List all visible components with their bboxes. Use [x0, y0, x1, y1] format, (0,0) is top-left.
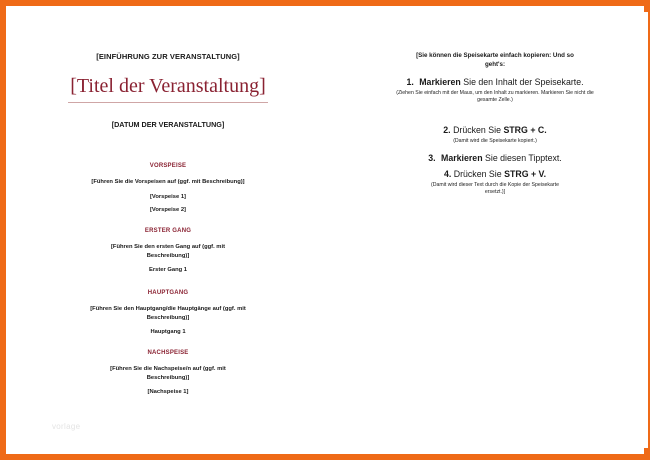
step-note[interactable]: (Damit wird die Speisekarte kopiert.) — [453, 137, 537, 144]
menu-page-left — [12, 12, 324, 448]
course-section-nachspeise — [12, 350, 324, 395]
event-title[interactable]: [Titel der Veranstaltung] — [68, 74, 268, 103]
step-heading[interactable] — [376, 168, 614, 181]
instruction-step-1 — [376, 76, 614, 104]
step-bold-text: STRG + V. — [504, 169, 547, 179]
course-item[interactable]: [Vorspeise 2] — [150, 206, 186, 213]
course-description[interactable]: [Führen Sie den ersten Gang auf (ggf. mit Beschreibung)] — [110, 244, 225, 259]
course-heading[interactable]: NACHSPEISE — [147, 350, 189, 356]
course-section-erster-gang — [12, 228, 324, 273]
course-section-vorspeise — [12, 163, 324, 213]
course-heading[interactable]: ERSTER GANG — [144, 228, 192, 234]
step-number: 4. — [443, 169, 452, 179]
course-heading[interactable]: HAUPTGANG — [147, 290, 189, 296]
step-text: Drücken Sie — [450, 125, 504, 135]
course-description[interactable]: [Führen Sie die Vorspeisen auf (ggf. mit Beschreibung)] — [91, 179, 245, 185]
watermark-text: vorlage — [52, 422, 81, 431]
step-heading[interactable] — [376, 76, 614, 89]
step-heading[interactable] — [376, 124, 614, 137]
event-introduction[interactable]: [EINFÜHRUNG ZUR VERANSTALTUNG] — [96, 52, 240, 61]
event-title-wrapper — [12, 74, 324, 103]
menu-page-right — [336, 12, 648, 448]
instruction-step-3 — [376, 152, 614, 165]
event-date[interactable]: [DATUM DER VERANSTALTUNG] — [111, 120, 225, 129]
step-note[interactable]: (Ziehen Sie einfach mit der Maus, um den Inhalt zu markieren. Markieren Sie nicht die gesamte Zelle.) — [396, 89, 594, 103]
step-text: Drücken Sie — [451, 169, 505, 179]
course-description[interactable]: [Führen Sie den Hauptgang/die Hauptgänge auf (ggf. mit Beschreibung)] — [90, 306, 246, 321]
course-item[interactable]: Hauptgang 1 — [150, 329, 186, 335]
step-number: 1. — [406, 77, 414, 87]
step-bold-text: STRG + C. — [503, 125, 547, 135]
instruction-step-2 — [376, 124, 614, 145]
step-heading[interactable] — [376, 152, 614, 165]
step-bold-text: Markieren — [419, 77, 461, 87]
course-description[interactable]: [Führen Sie die Nachspeise/n auf (ggf. mit Beschreibung)] — [110, 366, 226, 381]
step-text: Sie diesen Tipptext. — [482, 153, 562, 163]
course-item[interactable]: [Nachspeise 1] — [147, 389, 189, 395]
step-text: Sie den Inhalt der Speisekarte. — [460, 77, 584, 87]
course-item[interactable]: [Vorspeise 1] — [150, 193, 186, 200]
step-bold-text: Markieren — [441, 153, 483, 163]
course-section-hauptgang — [12, 290, 324, 335]
copy-instructions-intro[interactable]: [Sie können die Speisekarte einfach kopieren: Und so geht's: — [416, 52, 574, 68]
course-item[interactable]: Erster Gang 1 — [148, 267, 188, 273]
instruction-step-4 — [376, 168, 614, 196]
course-heading[interactable]: VORSPEISE — [149, 163, 187, 169]
step-number: 2. — [443, 125, 451, 135]
step-number: 3. — [428, 153, 436, 163]
step-note[interactable]: (Damit wird dieser Text durch die Kopie der Speisekarte ersetzt.)] — [431, 181, 559, 195]
